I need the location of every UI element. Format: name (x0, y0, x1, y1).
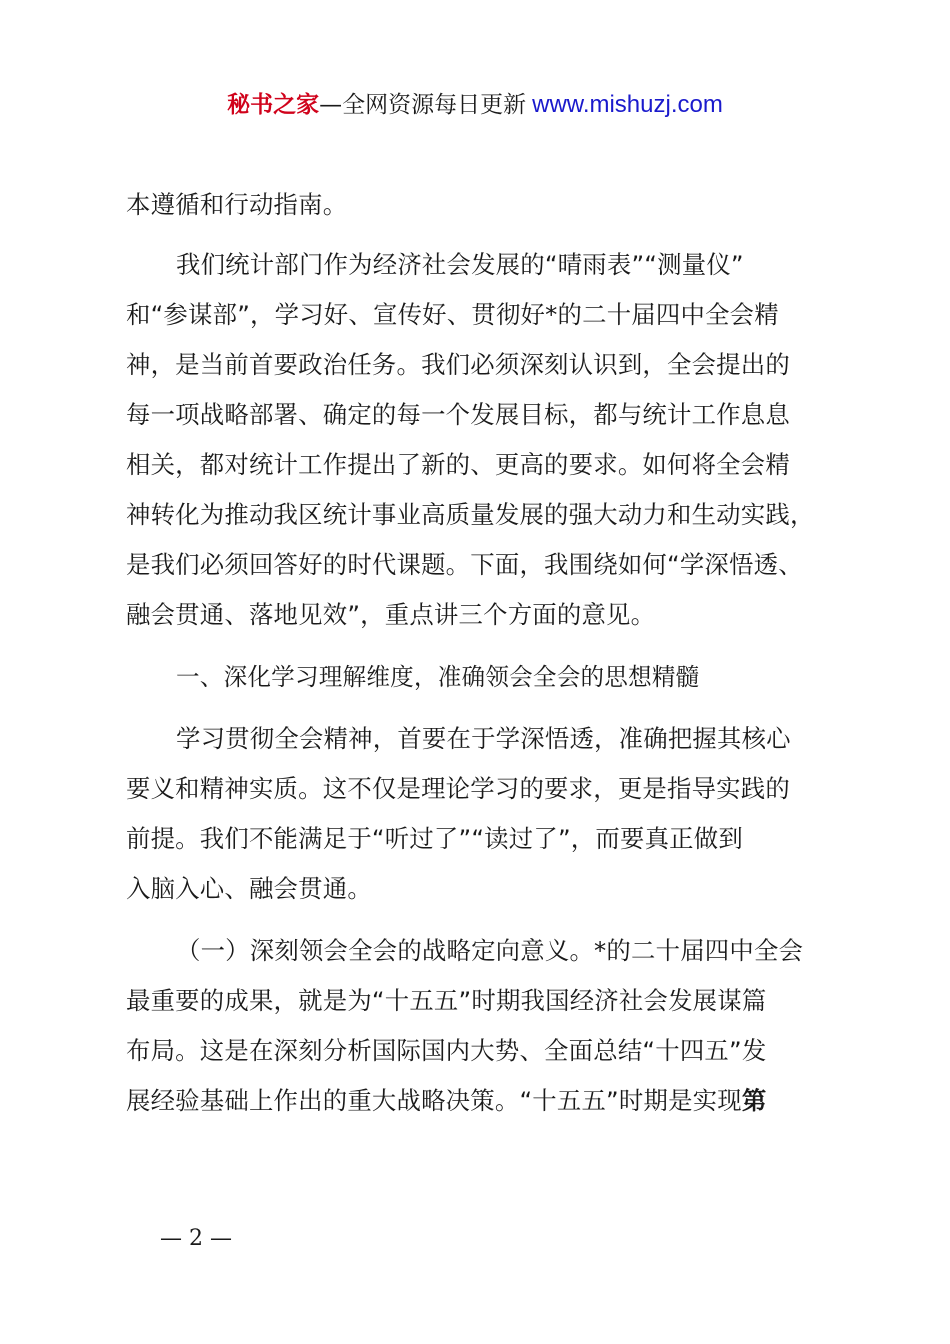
paragraph-line: 是我们必须回答好的时代课题。下面，我围绕如何“学深悟透、 (126, 550, 803, 579)
site-url[interactable]: www.mishuzj.com (532, 91, 723, 118)
paragraph-line-text: 展经验基础上作出的重大战略决策。“十五五”时期是实现 (126, 1086, 742, 1115)
paragraph-line: 本遵循和行动指南。 (126, 190, 348, 219)
paragraph-line: 融会贯通、落地见效”，重点讲三个方面的意见。 (126, 600, 656, 629)
page-number: — 2 — (160, 1226, 232, 1251)
paragraph-line: 我们统计部门作为经济社会发展的“晴雨表”“测量仪” (176, 250, 744, 279)
paragraph-line: 神转化为推动我区统计事业高质量发展的强大动力和生动实践， (126, 500, 815, 529)
paragraph-line (126, 1076, 836, 1126)
paragraph-line: 布局。这是在深刻分析国际国内大势、全面总结“十四五”发 (126, 1036, 767, 1065)
site-brand: 秘书之家 (227, 92, 320, 118)
paragraph-line: 前提。我们不能满足于“听过了”“读过了”，而要真正做到 (126, 824, 743, 853)
site-tagline: —全网资源每日更新 (319, 92, 527, 118)
paragraph-line: 每一项战略部署、确定的每一个发展目标，都与统计工作息息 (126, 400, 790, 429)
document-body (126, 180, 836, 1126)
bold-text: 第 (741, 1086, 767, 1115)
section-heading: 一、深化学习理解维度，准确领会全会的思想精髓 (176, 663, 700, 691)
paragraph-line: 和“参谋部”，学习好、宣传好、贯彻好*的二十届四中全会精 (126, 300, 779, 329)
paragraph-line: 入脑入心、融会贯通。 (126, 874, 372, 903)
paragraph-line: 要义和精神实质。这不仅是理论学习的要求，更是指导实践的 (126, 774, 790, 803)
paragraph-line: 学习贯彻全会精神，首要在于学深悟透，准确把握其核心 (176, 724, 791, 753)
paragraph-line: 神，是当前首要政治任务。我们必须深刻认识到，全会提出的 (126, 350, 790, 379)
paragraph-line: （一）深刻领会全会的战略定向意义。*的二十届四中全会 (176, 936, 804, 965)
paragraph-line: 最重要的成果，就是为“十五五”时期我国经济社会发展谋篇 (126, 986, 767, 1015)
paragraph-line: 相关，都对统计工作提出了新的、更高的要求。如何将全会精 (126, 450, 790, 479)
page-header (0, 88, 950, 122)
